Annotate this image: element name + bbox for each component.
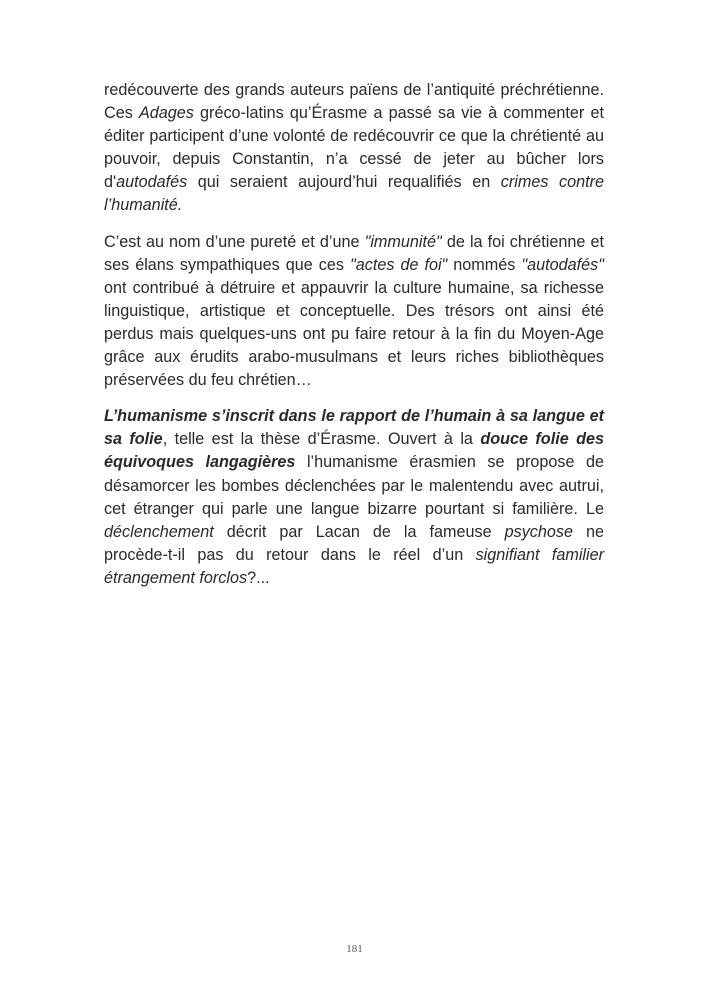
p1-seg-1: Adages [138, 104, 194, 123]
page-number: 181 [346, 943, 363, 955]
paragraph-1 [104, 79, 604, 218]
paragraph-3 [104, 405, 604, 590]
p3-seg-0: L’humanisme s’inscrit dans le rapport de l’humain à sa langue et sa folie [104, 407, 604, 449]
p3-seg-7: ne procède-t-il pas du retour dans le réel d’un [104, 522, 604, 564]
p3-seg-3: l’humanisme érasmien se propose de désamorcer les bombes déclenchées par le malentendu avec autrui, cet étranger qui parle une langue bizarre pourtant si familière. Le [104, 453, 605, 518]
p2-seg-1: "immunité" [364, 232, 442, 251]
p3-seg-6: psychose [504, 522, 573, 541]
p3-seg-9: ?... [247, 568, 270, 587]
p1-seg-0: redécouverte des grands auteurs païens de l’antiquité préchrétienne. Ces [104, 81, 604, 123]
body-text [104, 79, 604, 603]
p1-seg-4: qui seraient aujourd’hui requalifiés en [187, 173, 501, 192]
paragraph-2 [104, 231, 604, 393]
p1-seg-5: crimes contre l’humanité. [104, 173, 604, 215]
p2-seg-0: C’est au nom d’une pureté et d’une [104, 232, 365, 251]
p3-seg-4: déclenchement [104, 522, 214, 541]
p2-seg-6: ont contribué à détruire et appauvrir la culture humaine, sa richesse linguistique, artistique et conceptuelle. Des trésors ont ainsi été perdus mais quelques-uns ont pu faire retour à la fin du Moyen-Age grâce aux érudits arabo-musulmans et leurs riches bibliothèques préservées du feu chrétien… [104, 278, 604, 390]
p3-seg-8: signifiant familier étrangement forclos [104, 545, 604, 587]
p2-seg-3: "actes de foi" [350, 255, 448, 274]
p2-seg-5: "autodafés" [521, 255, 604, 274]
p3-seg-5: décrit par Lacan de la fameuse [213, 522, 505, 541]
p2-seg-4: nommés [447, 255, 522, 274]
p1-seg-2: gréco-latins qu’Érasme a passé sa vie à commenter et éditer participent d’une volonté de redécouvrir ce que la chrétienté au pouvoir, depuis Constantin, n’a cessé de jeter au bûcher lors d' [104, 104, 604, 192]
p3-seg-1: , telle est la thèse d’Érasme. Ouvert à la [162, 430, 481, 449]
p2-seg-2: de la foi chrétienne et ses élans sympathiques que ces [104, 232, 604, 274]
p1-seg-3: autodafés [116, 173, 188, 192]
p3-seg-2: douce folie des équivoques langagières [104, 430, 604, 472]
